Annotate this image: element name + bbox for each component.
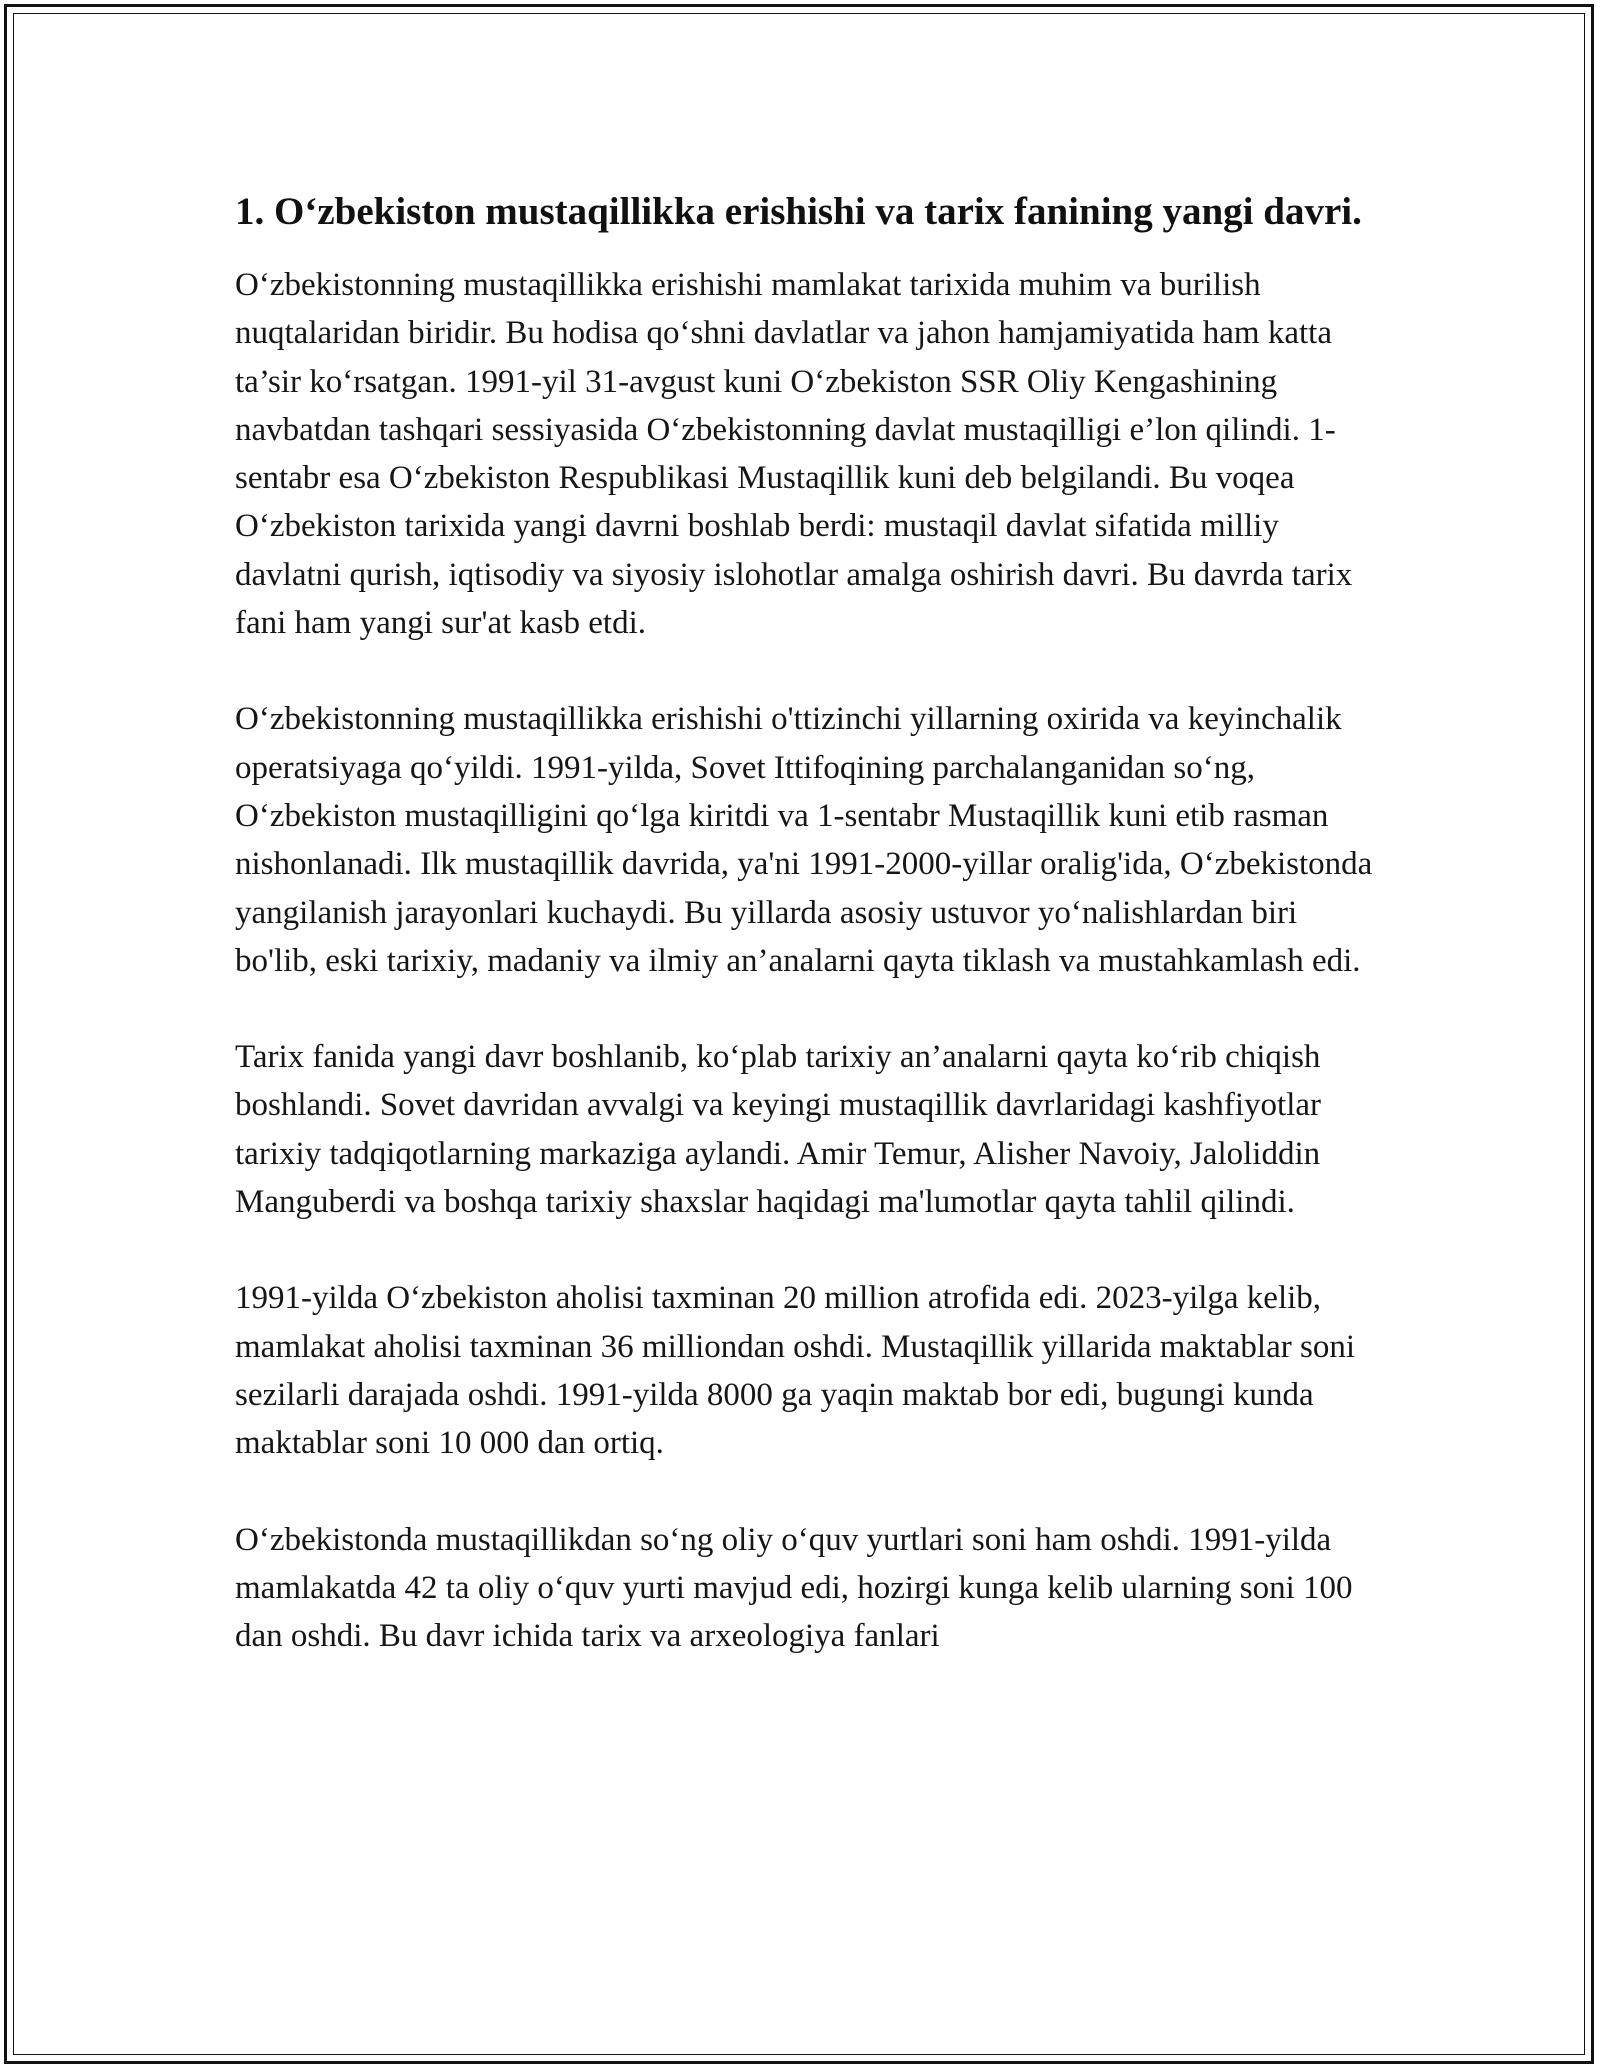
section-heading: 1. O‘zbekiston mustaqillikka erishishi va tarix fanining yangi davri. [235,190,1362,233]
paragraph-5: O‘zbekistonda mustaqillikdan so‘ng oliy o‘quv yurtlari soni ham oshdi. 1991-yilda mamlakatda 42 ta oliy o‘quv yurti mavjud edi, hozirgi kunga kelib ularning soni 100 dan oshdi. Bu davr ichida tarix va arxeologiya fanlari [235,1521,1353,1655]
paragraph-4: 1991-yilda O‘zbekiston aholisi taxminan 20 million atrofida edi. 2023-yilga kelib, mamlakat aholisi taxminan 36 milliondan oshdi. Mustaqillik yillarida maktablar soni sezilarli darajada oshdi. 1991-yilda 8000 ga yaqin maktab bor edi, bugungi kunda maktablar soni 10 000 dan ortiq. [235,1280,1355,1462]
paragraph-2: O‘zbekistonning mustaqillikka erishishi o'ttizinchi yillarning oxirida va keyinchalik operatsiyaga qo‘yildi. 1991-yilda, Sovet Ittifoqining parchalanganidan so‘ng, O‘zbekiston mustaqilligini qo‘lga kiritdi va 1-sentabr Mustaqillik kuni etib rasman nishonlanadi. Ilk mustaqillik davrida, ya'ni 1991-2000-yillar oralig'ida, O‘zbekistonda yangilanish jarayonlari kuchaydi. Bu yillarda asosiy ustuvor yo‘nalishlardan biri bo'lib, eski tarixiy, madaniy va ilmiy an’analarni qayta tiklash va mustahkamlash edi. [235,701,1373,979]
document-body [235,185,1375,1660]
paragraph-3: Tarix fanida yangi davr boshlanib, ko‘plab tarixiy an’analarni qayta ko‘rib chiqish boshlandi. Sovet davridan avvalgi va keyingi mustaqillik davrlaridagi kashfiyotlar tarixiy tadqiqotlarning markaziga aylandi. Amir Temur, Alisher Navoiy, Jaloliddin Manguberdi va boshqa tarixiy shaxslar haqidagi ma'lumotlar qayta tahlil qilindi. [235,1039,1322,1221]
paragraph-1: O‘zbekistonning mustaqillikka erishishi mamlakat tarixida muhim va burilish nuqtalaridan biridir. Bu hodisa qo‘shni davlatlar va jahon hamjamiyatida ham katta ta’sir ko‘rsatgan. 1991-yil 31-avgust kuni O‘zbekiston SSR Oliy Kengashining navbatdan tashqari sessiyasida O‘zbekistonning davlat mustaqilligi e’lon qilindi. 1-sentabr esa O‘zbekiston Respublikasi Mustaqillik kuni deb belgilandi. Bu voqea O‘zbekiston tarixida yangi davrni boshlab berdi: mustaqil davlat sifatida milliy davlatni qurish, iqtisodiy va siyosiy islohotlar amalga oshirish davri. Bu davrda tarix fani ham yangi sur'at kasb etdi. [235,267,1353,642]
